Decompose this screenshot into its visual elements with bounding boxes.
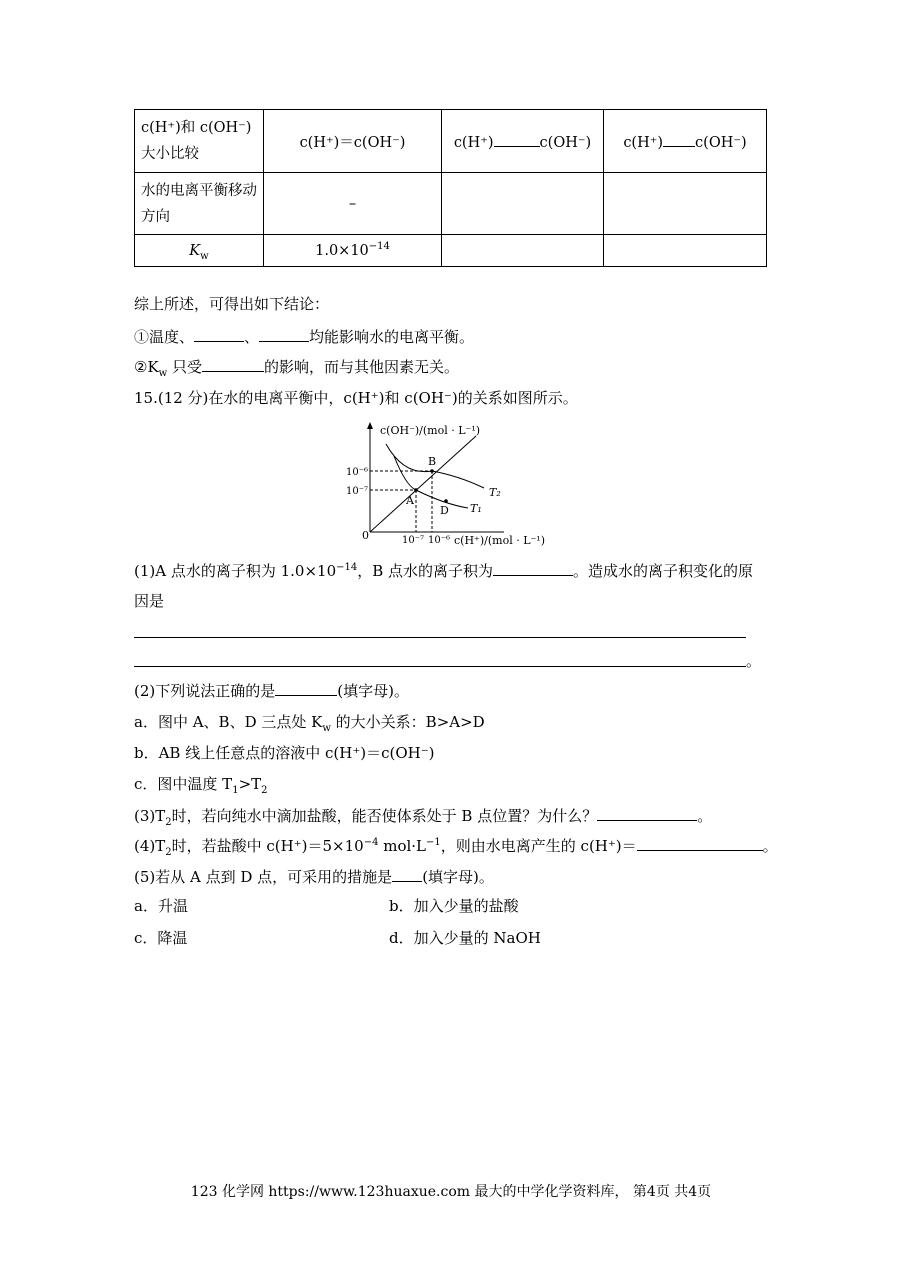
point-label-a: A: [406, 494, 414, 507]
row-header-comparison: c(H⁺)和 c(OH⁻)大小比较: [135, 110, 264, 173]
cell-kw-acidic: [442, 235, 604, 267]
cell-shift-basic: [604, 173, 767, 235]
series-label-t2: T₂: [489, 486, 501, 499]
question-1-cont: 因是: [134, 592, 165, 610]
point-label-d: D: [440, 504, 449, 517]
option-2c: c．图中温度 $T_1>T_2$: [134, 775, 268, 796]
summary-item1: ①温度、 、 均能影响水的电离平衡。: [134, 328, 475, 346]
question-3: $(3)T_2$时，若向纯水中滴加盐酸，能否使体系处于 B 点位置？为什么？ 。: [134, 807, 713, 828]
summary-intro: 综上所述，可得出如下结论：: [134, 295, 330, 313]
question-2: (2)下列说法正确的是 (填字母)。: [134, 682, 409, 700]
answer-line-2: [134, 666, 746, 667]
cell-kw-neutral: $1.0\times 10^{-14}$: [264, 235, 442, 267]
y-axis-arrow: [367, 422, 373, 429]
y-tick-1: 10⁻⁶: [346, 467, 369, 478]
summary-item2: $②K_w$ 只受 的影响，而与其他因素无关。: [134, 358, 460, 379]
option-5b: b．加入少量的盐酸: [389, 897, 519, 915]
question-4: $(4)T_2$时，若盐酸中 $c(H^+)=5\times 10^{-4}$ $mol\cdot L^{-1}$，则由水电离产生的 c(H⁺)＝ 。: [134, 837, 778, 858]
answer-line-1: [134, 637, 746, 638]
point-d: [444, 499, 448, 503]
question-5: (5)若从 A 点到 D 点，可采用的措施是 (填字母)。: [134, 868, 494, 886]
y-axis-label: c(OH⁻)/(mol · L⁻¹): [380, 424, 481, 437]
x-tick-2: 10⁻⁶: [428, 535, 451, 546]
cell-acidic: c(H⁺) c(OH⁻): [442, 110, 604, 173]
option-5c: c．降温: [134, 929, 188, 947]
kw-chart: [344, 418, 564, 552]
row-header-shift: 水的电离平衡移动方向: [135, 173, 264, 235]
question-1: (1)A 点水的离子积为 $1.0\times 10^{-14}$，B 点水的离子积为 。造成水的离子积变化的原: [134, 562, 754, 580]
ionization-table: [134, 109, 767, 267]
question-15: 15.(12 分)在水的电离平衡中，c(H⁺)和 c(OH⁻)的关系如图所示。: [134, 389, 578, 407]
option-5a: a．升温: [134, 897, 188, 915]
point-a: [414, 488, 418, 492]
option-2a: a．图中 A、B、D 三点处 $K_w$ 的大小关系：B>A>D: [134, 713, 485, 734]
row-header-kw: $K_w$: [135, 235, 264, 267]
option-2b: b．AB 线上任意点的溶液中 c(H⁺)＝c(OH⁻): [134, 744, 435, 762]
cell-kw-basic: [604, 235, 767, 267]
cell-shift-acidic: [442, 173, 604, 235]
cell-neutral: c(H⁺)＝c(OH⁻): [264, 110, 442, 173]
page-footer: 123 化学网 https://www.123huaxue.com 最大的中学化学资料库， 第4页 共4页: [190, 1184, 712, 1200]
point-label-b: B: [428, 455, 437, 468]
cell-basic: c(H⁺) c(OH⁻): [604, 110, 767, 173]
answer-line-end: 。: [746, 652, 762, 670]
neutral-line: [370, 436, 476, 532]
origin-label: 0: [362, 529, 369, 542]
x-tick-1: 10⁻⁷: [402, 535, 425, 546]
option-5d: d．加入少量的 NaOH: [389, 929, 541, 947]
y-tick-2: 10⁻⁷: [346, 486, 369, 497]
point-b: [430, 469, 434, 473]
series-label-t1: T₁: [470, 502, 482, 515]
cell-shift-neutral: –: [264, 173, 442, 235]
x-axis-label: c(H⁺)/(mol · L⁻¹): [454, 534, 546, 547]
